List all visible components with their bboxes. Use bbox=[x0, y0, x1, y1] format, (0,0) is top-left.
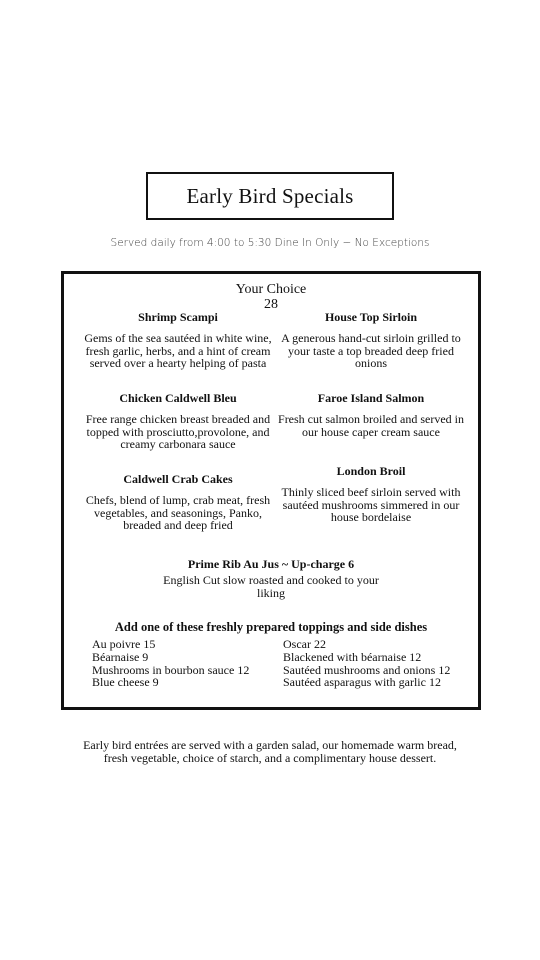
item-description: English Cut slow roasted and cooked to your liking bbox=[163, 573, 379, 600]
menu-item-prime-rib bbox=[154, 557, 388, 600]
item-description: Chefs, blend of lump, crab meat, fresh vegetables, and seasonings, Panko, breaded and deep fried bbox=[85, 493, 271, 532]
addon-item: Béarnaise 9 bbox=[92, 649, 149, 664]
menu-item bbox=[82, 472, 274, 532]
addon-item: Oscar 22 bbox=[283, 637, 326, 651]
menu-item bbox=[82, 391, 274, 451]
item-name: Shrimp Scampi bbox=[138, 310, 218, 324]
menu-subtitle: Served daily from 4:00 to 5:30 Dine In Only ~ No Exceptions bbox=[110, 237, 430, 249]
item-name: Faroe Island Salmon bbox=[317, 391, 425, 405]
addons-right-list bbox=[283, 638, 450, 689]
menu-item bbox=[82, 310, 274, 370]
item-description: Fresh cut salmon broiled and served in our house caper cream sauce bbox=[278, 412, 464, 439]
addon-item: Sautéed asparagus with garlic 12 bbox=[283, 675, 441, 690]
addon-item: Blackened with béarnaise 12 bbox=[283, 649, 422, 664]
item-description: Free range chicken breast breaded and topped with prosciutto,provolone, and creamy carbonara sauce bbox=[85, 412, 271, 451]
item-description: Thinly sliced beef sirloin served with sautéed mushrooms simmered in our house bordelaise bbox=[281, 485, 461, 524]
item-description: A generous hand-cut sirloin grilled to your taste a top breaded deep fried onions bbox=[281, 331, 461, 370]
specials-menu-box bbox=[61, 271, 481, 710]
item-name: London Broil bbox=[336, 464, 406, 478]
footer-note: Early bird entrées are served with a garden salad, our homemade warm bread, fresh vegetable, choice of starch, and a complimentary house dessert. bbox=[83, 738, 457, 765]
choice-label: Your Choice bbox=[235, 282, 307, 297]
menu-item bbox=[274, 391, 468, 438]
addon-item: Au poivre 15 bbox=[92, 637, 156, 651]
item-name: Chicken Caldwell Bleu bbox=[119, 391, 237, 405]
addon-item: Mushrooms in bourbon sauce 12 bbox=[92, 662, 250, 677]
addons-title: Add one of these freshly prepared toppings and side dishes bbox=[114, 620, 428, 634]
choice-header bbox=[64, 282, 478, 312]
menu-item bbox=[274, 464, 468, 524]
item-name: Prime Rib Au Jus ~ Up-charge 6 bbox=[187, 557, 355, 571]
choice-price: 28 bbox=[264, 297, 278, 312]
menu-item bbox=[274, 310, 468, 370]
addons-left-list bbox=[92, 638, 249, 689]
addon-item: Sautéed mushrooms and onions 12 bbox=[283, 662, 451, 677]
menu-title: Early Bird Specials bbox=[146, 172, 394, 220]
item-description: Gems of the sea sautéed in white wine, fresh garlic, herbs, and a hint of cream served over a hearty helping of pasta bbox=[84, 331, 272, 370]
item-name: Caldwell Crab Cakes bbox=[123, 472, 233, 486]
item-name: House Top Sirloin bbox=[324, 310, 418, 324]
addon-item: Blue cheese 9 bbox=[92, 675, 159, 690]
